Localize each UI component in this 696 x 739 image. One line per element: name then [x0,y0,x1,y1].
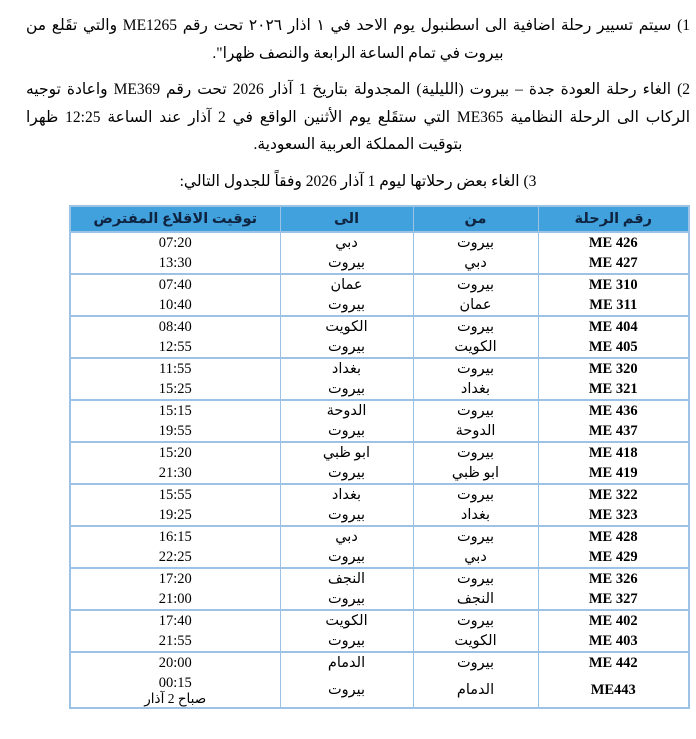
to-cell: بيروت [280,421,413,442]
to-cell: بيروت [280,463,413,484]
from-cell: ابو ظبي [413,463,538,484]
flight-number-cell: ME 427 [538,253,689,274]
time-cell: 15:15 [70,400,280,421]
flight-number-cell: ME 436 [538,400,689,421]
flight-row [70,547,689,568]
flight-pair-group [70,358,689,400]
from-cell: بيروت [413,358,538,379]
to-cell: الدوحة [280,400,413,421]
time-cell: 16:15 [70,526,280,547]
flight-number-cell: ME 419 [538,463,689,484]
flight-row [70,421,689,442]
flight-cancellation-table [69,205,690,709]
flight-number-cell: ME 426 [538,232,689,253]
to-cell: بيروت [280,631,413,652]
to-cell: بيروت [280,547,413,568]
time-cell: 07:20 [70,232,280,253]
time-cell: 19:55 [70,421,280,442]
header-departure-time: توقيت الاقلاع المفترض [70,206,280,232]
flight-row [70,295,689,316]
flight-row [70,463,689,484]
time-cell: 07:40 [70,274,280,295]
from-cell: عمان [413,295,538,316]
flight-number-cell: ME 402 [538,610,689,631]
time-cell: 08:40 [70,316,280,337]
to-cell: بيروت [280,589,413,610]
flight-pair-group [70,526,689,568]
to-cell: دبي [280,232,413,253]
flight-row [70,400,689,421]
flight-row [70,673,689,708]
to-cell: بيروت [280,673,413,708]
to-cell: الكويت [280,610,413,631]
from-cell: الكويت [413,631,538,652]
flight-row [70,631,689,652]
flight-number-cell: ME 322 [538,484,689,505]
time-cell: 21:00 [70,589,280,610]
time-cell: 13:30 [70,253,280,274]
time-cell: 10:40 [70,295,280,316]
from-cell: بغداد [413,379,538,400]
header-from: من [413,206,538,232]
from-cell: دبي [413,547,538,568]
header-to: الى [280,206,413,232]
time-cell: 21:55 [70,631,280,652]
flight-pair-group [70,442,689,484]
flight-number-cell: ME 437 [538,421,689,442]
flight-row [70,505,689,526]
from-cell: بيروت [413,526,538,547]
flight-row [70,379,689,400]
from-cell: بيروت [413,274,538,295]
flight-row [70,253,689,274]
time-cell: 15:20 [70,442,280,463]
from-cell: دبي [413,253,538,274]
flight-number-cell: ME 403 [538,631,689,652]
from-cell: بغداد [413,505,538,526]
to-cell: الدمام [280,652,413,673]
from-cell: بيروت [413,568,538,589]
to-cell: بيروت [280,379,413,400]
to-cell: بيروت [280,295,413,316]
from-cell: بيروت [413,442,538,463]
from-cell: النجف [413,589,538,610]
flight-row [70,358,689,379]
to-cell: بيروت [280,337,413,358]
from-cell: بيروت [413,232,538,253]
to-cell: بغداد [280,484,413,505]
time-cell: 21:30 [70,463,280,484]
time-cell: 17:20 [70,568,280,589]
flight-row [70,589,689,610]
flight-row [70,610,689,631]
time-cell: 20:00 [70,652,280,673]
flight-row [70,232,689,253]
flight-pair-group [70,484,689,526]
flight-number-cell: ME 321 [538,379,689,400]
flight-number-cell: ME 442 [538,652,689,673]
flight-number-cell: ME 310 [538,274,689,295]
to-cell: النجف [280,568,413,589]
time-cell: 15:55 [70,484,280,505]
flight-row [70,442,689,463]
to-cell: بيروت [280,505,413,526]
from-cell: بيروت [413,400,538,421]
to-cell: بيروت [280,253,413,274]
flight-number-cell: ME 311 [538,295,689,316]
flight-pair-group [70,274,689,316]
flight-number-cell: ME 428 [538,526,689,547]
to-cell: عمان [280,274,413,295]
flight-number-cell: ME 326 [538,568,689,589]
flight-number-cell: ME 320 [538,358,689,379]
flight-row [70,274,689,295]
header-flight-number: رقم الرحلة [538,206,689,232]
time-note: صباح 2 آذار [144,691,207,707]
flight-number-cell: ME 429 [538,547,689,568]
flight-row [70,652,689,673]
flight-number-cell: ME 418 [538,442,689,463]
flight-pair-group [70,568,689,610]
flight-pair-group [70,232,689,274]
time-cell: 19:25 [70,505,280,526]
table-header-row [70,206,689,232]
paragraph-additional-flight: 1) سيتم تسيير رحلة اضافية الى اسطنبول يوم الاحد في ١ اذار ٢٠٢٦ تحت رقم ME1265 والتي تقَلع من بيروت في تمام الساعة الرابعة والنصف ظهرا". [26,17,690,62]
flight-number-cell: ME443 [538,673,689,708]
flight-number-cell: ME 323 [538,505,689,526]
time-cell: 12:55 [70,337,280,358]
to-cell: بغداد [280,358,413,379]
flight-row [70,484,689,505]
flight-row [70,337,689,358]
time-cell: 15:25 [70,379,280,400]
to-cell: ابو ظبي [280,442,413,463]
to-cell: دبي [280,526,413,547]
from-cell: الكويت [413,337,538,358]
paragraph-table-intro: 3) الغاء بعض رحلاتها ليوم 1 آذار 2026 وفقاً للجدول التالي: [179,172,537,190]
flight-row [70,316,689,337]
flight-pair-group [70,316,689,358]
paragraph-jeddah-cancellation: 2) الغاء رحلة العودة جدة – بيروت (الليلية) المجدولة بتاريخ 1 آذار 2026 تحت رقم ME369 واعادة توجيه الركاب الى الرحلة النظامية ME365 التي ستقَلع يوم الأثنين الواقع في 2 آذار عند الساعة 12:25 ظهرا بتوقيت المملكة العربية السعودية. [26,81,690,154]
time-cell: 17:40 [70,610,280,631]
from-cell: بيروت [413,484,538,505]
flight-pair-group [70,400,689,442]
from-cell: بيروت [413,316,538,337]
time-cell: 22:25 [70,547,280,568]
from-cell: بيروت [413,652,538,673]
from-cell: بيروت [413,610,538,631]
from-cell: الدوحة [413,421,538,442]
flight-pair-group [70,652,689,708]
flight-number-cell: ME 405 [538,337,689,358]
flight-row [70,526,689,547]
flight-pair-group [70,610,689,652]
from-cell: الدمام [413,673,538,708]
time-cell: 11:55 [70,358,280,379]
flight-number-cell: ME 327 [538,589,689,610]
flight-number-cell: ME 404 [538,316,689,337]
to-cell: الكويت [280,316,413,337]
flight-row [70,568,689,589]
time-cell: 00:15 صباح 2 آذار [70,673,280,708]
